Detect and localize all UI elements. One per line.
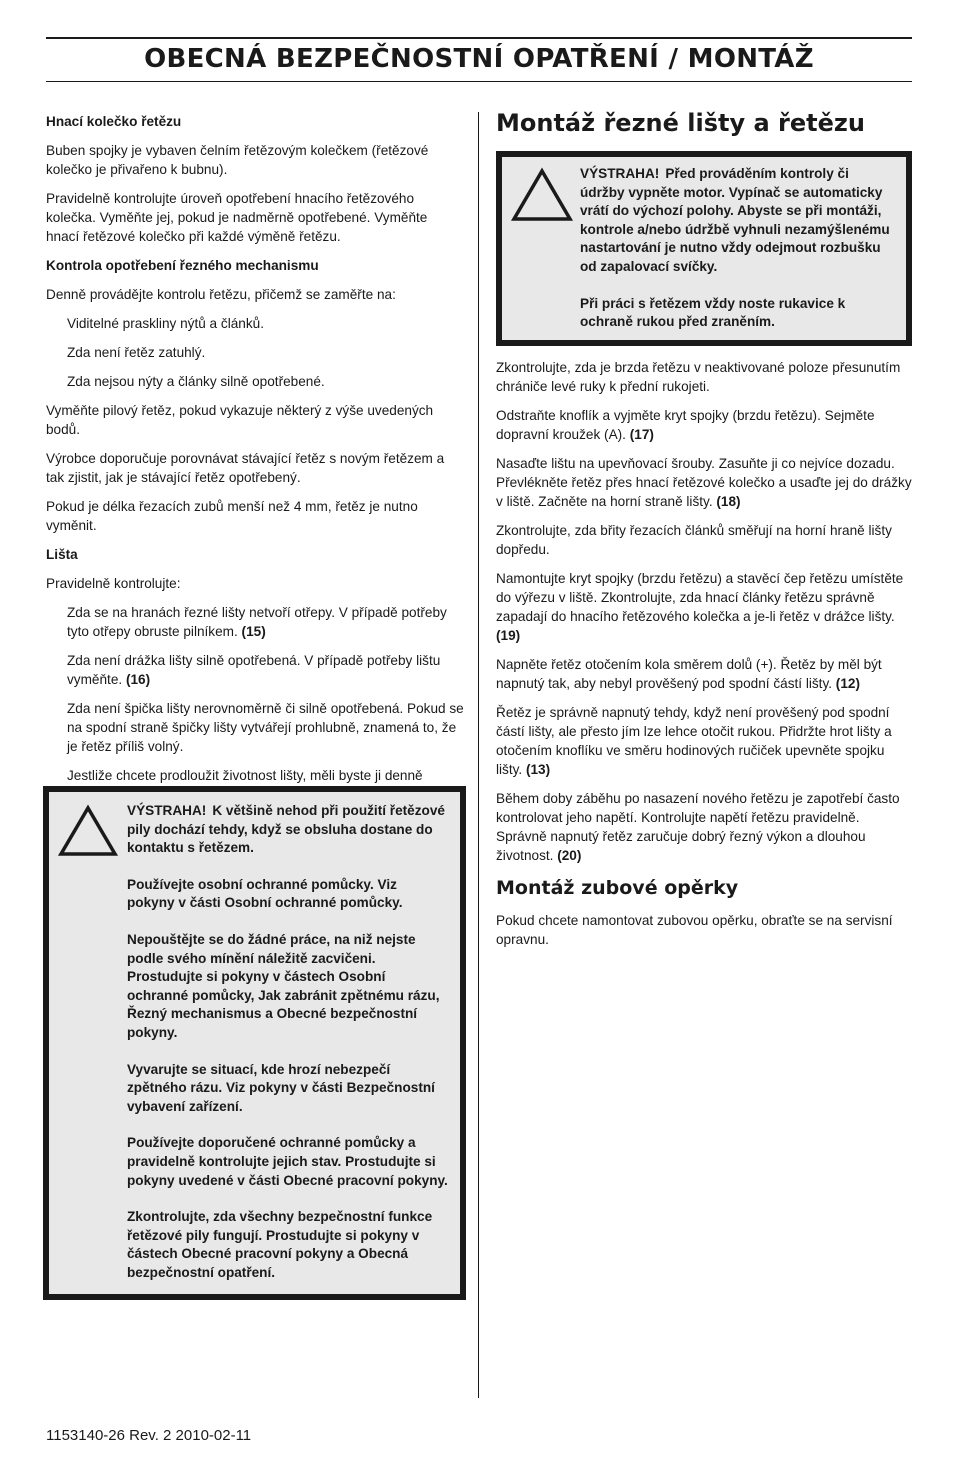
header-bottom-rule (46, 81, 912, 82)
assembly-step: Namontujte kryt spojky (brzdu řetězu) a stavěcí čep řetězu umístěte do výřezu v liště. Zkontrolujte, zda hnací články řetězu správně zapadají do hnacího řetězového kolečka a je-li řetěz v drážce lišty. (19) (496, 570, 904, 643)
assembly-step: Nasaďte lištu na upevňovací šrouby. Zasuňte ji co nejvíce dozadu. Převlékněte řetěz přes hnací řetězové kolečko a usaďte jej do drážky v liště. Začněte na horní straně lišty. (18) (496, 455, 912, 509)
assembly-step: Napněte řetěz otočením kola směrem dolů (+). Řetěz by měl být napnutý tak, aby nebyl prověšený pod spodní částí lišty. (12) (496, 656, 882, 691)
section-heading: Montáž řezné lišty a řetězu (496, 109, 865, 137)
bar-item (67, 651, 464, 689)
assembly-step: Odstraňte knoflík a vyjměte kryt spojky (brzdu řetězu). Sejměte dopravní kroužek (A). (17) (496, 407, 875, 442)
right-column (496, 108, 912, 959)
subsection-heading: Montáž zubové opěrky (496, 876, 739, 899)
figure-ref: (12) (835, 675, 860, 691)
bar-item-text: Zda se na hranách řezné lišty netvoří otřepy. V případě potřeby tyto otřepy obruste pilníkem. (67, 605, 447, 639)
bar-item: Jestliže chcete prodloužit životnost lišty, měli byste ji denně (67, 768, 423, 783)
wear-check-intro: Denně provádějte kontrolu řetězu, přičemž se zaměřte na: (46, 287, 396, 302)
drive-sprocket-paragraph: Pravidelně kontrolujte úroveň opotřebení hnacího řetězového kolečka. Vyměňte jej, pokud je nadměrně opotřebené. Vyměňte hnací řetězové kolečko při každé výměně řetězu. (46, 191, 428, 244)
bar-item-text: Zda není drážka lišty silně opotřebená. V případě potřeby lištu vyměňte. (67, 653, 441, 687)
warning-text: Používejte doporučené ochranné pomůcky a pravidelně kontrolujte jejich stav. Prostudujte si pokyny uvedené v části Obecné pracovní pokyny. (127, 1135, 448, 1188)
figure-ref: (17) (629, 426, 654, 442)
drive-sprocket-paragraph: Buben spojky je vybaven čelním řetězovým kolečkem (řetězové kolečko je přivařeno k bubnu). (46, 143, 429, 177)
figure-ref: (19) (496, 627, 521, 643)
wear-check-item: Zda nejsou nýty a články silně opotřebené. (67, 374, 325, 389)
left-column (46, 112, 464, 814)
wear-check-item: Zda není řetěz zatuhlý. (67, 345, 206, 360)
warning-text: Zkontrolujte, zda všechny bezpečnostní funkce řetězové pily fungují. Prostudujte si pokyny v částech Obecné pracovní pokyny a Obecná bezpečnostní opatření. (127, 1209, 433, 1280)
assembly-step: Řetěz je správně napnutý tehdy, když není prověšený pod spodní částí lišty, ale přesto jím lze lehce otočit rukou. Přidržte hrot lišty a otočením knoflíku ve směru hodinových ručiček upevněte spojku lišty. (13) (496, 704, 892, 777)
drive-sprocket-heading: Hnací kolečko řetězu (46, 114, 182, 129)
assembly-step: Zkontrolujte, zda je brzda řetězu v neaktivované poloze přesunutím chrániče levé ruky k přední rukojeti. (496, 359, 901, 394)
assembly-warning-box (496, 151, 912, 346)
figure-ref: (18) (716, 493, 741, 509)
figure-ref: (16) (125, 672, 151, 687)
figure-ref: (20) (557, 847, 582, 863)
bumper-spike-paragraph: Pokud chcete namontovat zubovou opěrku, obraťte se na servisní opravnu. (496, 912, 893, 947)
header-top-rule (46, 37, 912, 39)
warning-triangle-icon (510, 165, 580, 332)
document-code: 1153140-26 Rev. 2 2010-02-11 (46, 1427, 252, 1444)
assembly-step: Během doby záběhu po nasazení nového řetězu je zapotřebí často kontrolovat jeho napětí. Kontrolujte napětí řetězu pravidelně. Správně napnutý řetěz zaručuje dobrý řezný výkon a dlouhou životnost. (20) (496, 790, 900, 863)
wear-check-paragraph: Vyměňte pilový řetěz, pokud vykazuje některý z výše uvedených bodů. (46, 403, 434, 437)
warning-text: K většině nehod při použití řetězové pily dochází tehdy, když se obsluha dostane do kontaktu s řetězem. (127, 803, 445, 856)
warning-label: VÝSTRAHA! (127, 803, 207, 818)
bar-item: Zda není špička lišty nerovnoměrně či silně opotřebená. Pokud se na spodní straně špičky lišty vytvářejí prohlubně, znamená to, že je řetěz příliš volný. (67, 701, 464, 754)
safety-warning-box (43, 786, 466, 1312)
warning-text: Používejte osobní ochranné pomůcky. Viz pokyny v části Osobní ochranné pomůcky. (127, 876, 403, 911)
assembly-step: Zkontrolujte, zda břity řezacích článků směřují na horní hraně lišty dopředu. (496, 522, 892, 557)
figure-ref: (15) (241, 624, 266, 639)
wear-check-paragraph: Výrobce doporučuje porovnávat stávající řetěz s novým řetězem a tak zjistit, jak je stávající řetěz opotřebený. (46, 451, 445, 485)
warning-triangle-icon (57, 802, 127, 1282)
wear-check-item: Viditelné praskliny nýtů a článků. (67, 316, 264, 331)
bar-heading: Lišta (46, 547, 78, 562)
column-divider (478, 112, 479, 1398)
warning-text: Při práci s řetězem vždy noste rukavice k ochraně rukou před zraněním. (580, 295, 846, 330)
bar-item (67, 603, 464, 641)
figure-ref: (13) (525, 761, 551, 777)
wear-check-heading: Kontrola opotřebení řezného mechanismu (46, 258, 319, 273)
warning-text: Nepouštějte se do žádné práce, na niž nejste podle svého mínění náležitě zacvičeni. Prostudujte si pokyny v částech Osobní ochranné pomůcky, Jak zabránit zpětnému rázu, Řezný mechanismus a Obecné bezpečnostní pokyny. (127, 931, 440, 1040)
warning-label: VÝSTRAHA! (580, 166, 660, 181)
warning-text: Před prováděním kontroly či údržby vypněte motor. Vypínač se automaticky vrátí do výchozí polohy. Abyste se při montáži, kontrole a/nebo údržbě vyhnuli nezamýšlenému nastartování je nutno vždy odejmout rozbušku od zapalovací svíčky. (580, 166, 890, 274)
bar-intro: Pravidelně kontrolujte: (46, 576, 181, 591)
warning-text: Vyvarujte se situací, kde hrozí nebezpečí zpětného rázu. Viz pokyny v části Bezpečnostní vybavení zařízení. (127, 1061, 435, 1114)
wear-check-paragraph: Pokud je délka řezacích zubů menší než 4 mm, řetěz je nutno vyměnit. (46, 499, 418, 533)
page-title: OBECNÁ BEZPEČNOSTNÍ OPATŘENÍ / MONTÁŽ (144, 44, 814, 74)
